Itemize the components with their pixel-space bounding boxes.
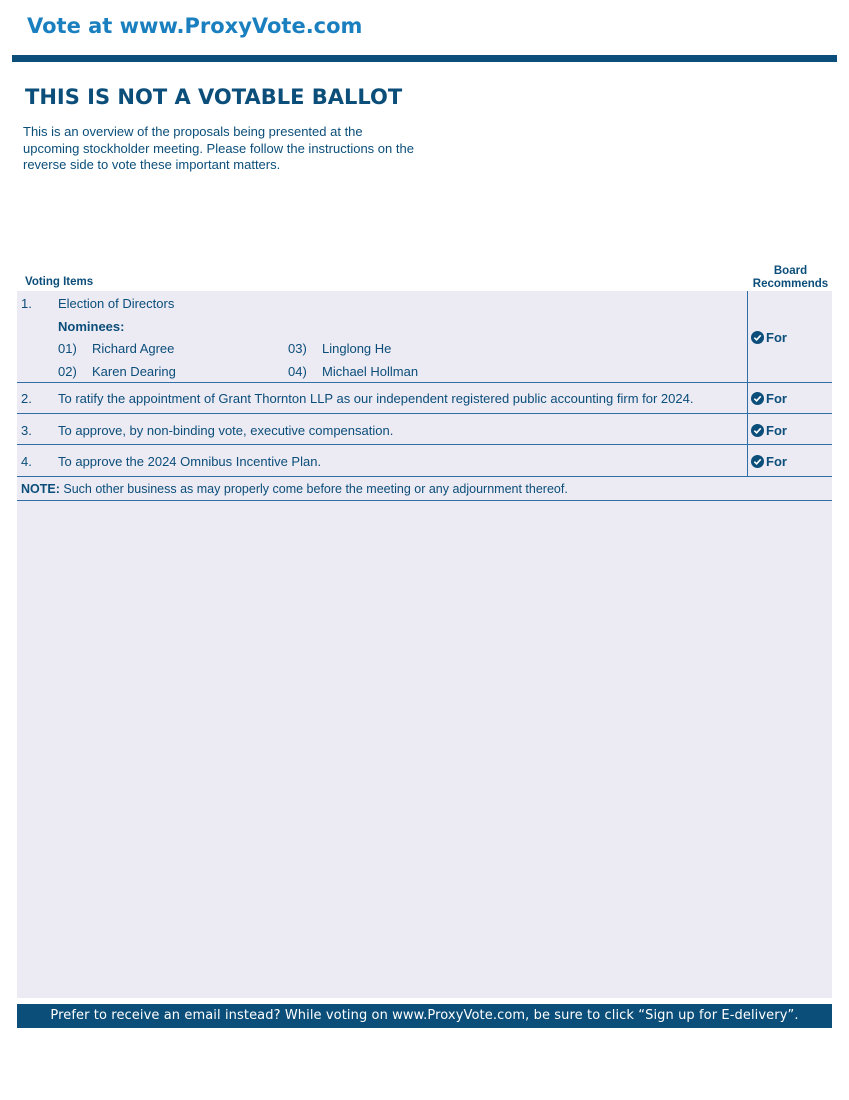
rec-divider-2	[747, 383, 748, 413]
check-circle-icon	[751, 331, 764, 344]
board-recommends-header	[748, 265, 833, 291]
proposal-text: Election of Directors	[58, 296, 175, 311]
board-recommends-line1: Board	[773, 265, 808, 277]
proposal-number: 4.	[21, 454, 32, 469]
rec-divider-1	[747, 291, 748, 382]
proposal-text: To approve, by non-binding vote, executive compensation.	[58, 423, 394, 438]
nominee-code: 04)	[288, 364, 307, 379]
note-body: Such other business as may properly come before the meeting or any adjournment thereof.	[59, 482, 568, 496]
recommendation-label: For	[766, 454, 787, 469]
check-circle-icon	[751, 455, 764, 468]
proposal-number: 1.	[21, 296, 32, 311]
recommendation-label: For	[766, 391, 787, 406]
rec-divider-4	[747, 445, 748, 476]
voting-items-header: Voting Items	[25, 276, 94, 288]
edelivery-banner: Prefer to receive an email instead? While voting on www.ProxyVote.com, be sure to click “Sign up for E-delivery”.	[17, 1004, 832, 1028]
nominee-name: Michael Hollman	[322, 364, 419, 379]
recommendation	[751, 330, 787, 345]
nominee-code: 03)	[288, 341, 307, 356]
note-text	[21, 482, 568, 496]
nominee-code: 01)	[58, 341, 77, 356]
recommendation	[751, 454, 787, 469]
nominee-name: Richard Agree	[92, 341, 175, 356]
header-divider	[12, 55, 837, 62]
nominee-name: Linglong He	[322, 341, 392, 356]
page-title: THIS IS NOT A VOTABLE BALLOT	[25, 85, 403, 109]
note-label: NOTE:	[21, 482, 60, 496]
nominee-name: Karen Dearing	[92, 364, 176, 379]
nominee-code: 02)	[58, 364, 77, 379]
intro-text: This is an overview of the proposals being presented at the upcoming stockholder meeting. Please follow the instructions on the reverse side to vote these important matters.	[23, 124, 414, 172]
board-recommends-line2: Recommends	[752, 278, 829, 290]
check-circle-icon	[751, 424, 764, 437]
recommendation-label: For	[766, 330, 787, 345]
proposal-text: To approve the 2024 Omnibus Incentive Plan.	[58, 454, 322, 469]
recommendation-label: For	[766, 423, 787, 438]
vote-link[interactable]: Vote at www.ProxyVote.com	[27, 14, 363, 38]
rec-divider-3	[747, 414, 748, 444]
recommendation	[751, 391, 787, 406]
proposal-number: 3.	[21, 423, 32, 438]
recommendation	[751, 423, 787, 438]
proposal-number: 2.	[21, 391, 32, 406]
check-circle-icon	[751, 392, 764, 405]
nominees-label: Nominees:	[58, 319, 125, 334]
proposal-text: To ratify the appointment of Grant Thornton LLP as our independent registered public accounting firm for 2024.	[58, 391, 694, 406]
